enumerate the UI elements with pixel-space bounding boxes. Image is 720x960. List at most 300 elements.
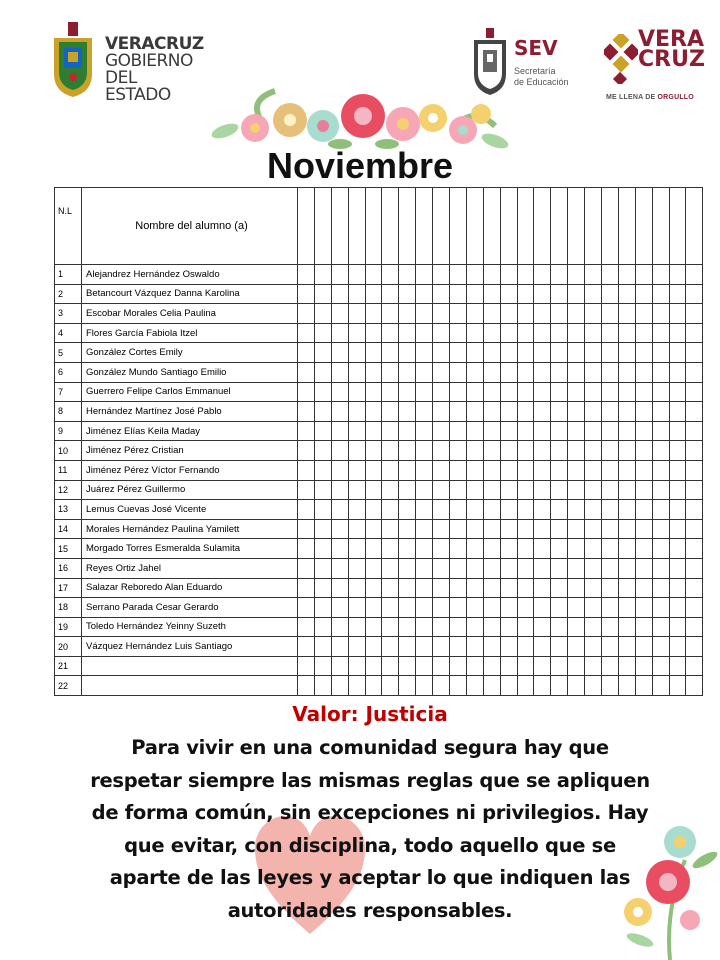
attendance-cell: [399, 284, 416, 304]
attendance-cell: [669, 676, 686, 696]
attendance-cell: [568, 558, 585, 578]
student-name: Hernández Martínez José Pablo: [82, 402, 298, 422]
attendance-cell: [416, 676, 433, 696]
attendance-cell: [618, 637, 635, 657]
header-blank-cell: [669, 188, 686, 265]
attendance-cell: [500, 598, 517, 618]
attendance-cell: [433, 441, 450, 461]
attendance-cell: [652, 558, 669, 578]
attendance-cell: [669, 539, 686, 559]
attendance-cell: [331, 284, 348, 304]
attendance-cell: [399, 421, 416, 441]
header-blank-cell: [568, 188, 585, 265]
attendance-cell: [483, 441, 500, 461]
attendance-cell: [416, 343, 433, 363]
attendance-cell: [534, 578, 551, 598]
attendance-cell: [517, 480, 534, 500]
row-number: 16: [55, 558, 82, 578]
table-row: [55, 480, 703, 500]
attendance-cell: [382, 637, 399, 657]
attendance-cell: [602, 382, 619, 402]
header-blank-cell: [348, 188, 365, 265]
attendance-cell: [399, 656, 416, 676]
attendance-cell: [534, 402, 551, 422]
attendance-cell: [399, 558, 416, 578]
attendance-cell: [568, 265, 585, 285]
attendance-cell: [500, 441, 517, 461]
attendance-cell: [365, 578, 382, 598]
attendance-cell: [517, 598, 534, 618]
attendance-cell: [416, 500, 433, 520]
attendance-cell: [635, 500, 652, 520]
sev-line-1: Secretaría: [514, 66, 556, 76]
attendance-cell: [602, 284, 619, 304]
table-row: [55, 304, 703, 324]
attendance-cell: [635, 460, 652, 480]
attendance-cell: [618, 676, 635, 696]
attendance-cell: [686, 578, 703, 598]
attendance-cell: [517, 558, 534, 578]
attendance-cell: [399, 500, 416, 520]
row-number: 3: [55, 304, 82, 324]
attendance-cell: [450, 343, 467, 363]
attendance-cell: [399, 578, 416, 598]
attendance-cell: [551, 539, 568, 559]
attendance-cell: [433, 460, 450, 480]
attendance-cell: [534, 441, 551, 461]
attendance-cell: [433, 519, 450, 539]
attendance-cell: [686, 617, 703, 637]
attendance-cell: [686, 539, 703, 559]
attendance-cell: [382, 362, 399, 382]
student-name: Escobar Morales Celia Paulina: [82, 304, 298, 324]
attendance-cell: [568, 539, 585, 559]
attendance-cell: [500, 304, 517, 324]
header-blank-cell: [618, 188, 635, 265]
attendance-cell: [433, 539, 450, 559]
row-number: 5: [55, 343, 82, 363]
attendance-cell: [551, 460, 568, 480]
attendance-cell: [669, 656, 686, 676]
attendance-cell: [331, 421, 348, 441]
attendance-cell: [365, 480, 382, 500]
attendance-cell: [568, 304, 585, 324]
attendance-cell: [500, 480, 517, 500]
attendance-cell: [331, 519, 348, 539]
attendance-cell: [348, 558, 365, 578]
attendance-cell: [602, 343, 619, 363]
attendance-cell: [298, 402, 315, 422]
attendance-cell: [635, 362, 652, 382]
attendance-cell: [551, 480, 568, 500]
attendance-cell: [365, 500, 382, 520]
header-blank-cell: [500, 188, 517, 265]
row-number: 8: [55, 402, 82, 422]
attendance-cell: [551, 519, 568, 539]
attendance-cell: [450, 421, 467, 441]
attendance-cell: [652, 343, 669, 363]
attendance-cell: [331, 676, 348, 696]
attendance-cell: [331, 441, 348, 461]
attendance-cell: [298, 460, 315, 480]
attendance-cell: [534, 519, 551, 539]
attendance-cell: [450, 578, 467, 598]
attendance-cell: [314, 558, 331, 578]
attendance-cell: [568, 578, 585, 598]
student-name: Lemus Cuevas José Vicente: [82, 500, 298, 520]
attendance-cell: [314, 656, 331, 676]
attendance-cell: [652, 265, 669, 285]
attendance-cell: [331, 500, 348, 520]
attendance-cell: [534, 265, 551, 285]
attendance-cell: [618, 402, 635, 422]
attendance-cell: [314, 598, 331, 618]
attendance-cell: [348, 500, 365, 520]
row-number: 15: [55, 539, 82, 559]
attendance-cell: [382, 382, 399, 402]
attendance-cell: [517, 519, 534, 539]
attendance-cell: [618, 362, 635, 382]
attendance-cell: [635, 421, 652, 441]
attendance-cell: [365, 402, 382, 422]
attendance-cell: [365, 265, 382, 285]
attendance-cell: [652, 362, 669, 382]
table-row: [55, 519, 703, 539]
attendance-cell: [416, 617, 433, 637]
attendance-cell: [585, 460, 602, 480]
attendance-cell: [500, 362, 517, 382]
table-header-row: [55, 188, 703, 265]
attendance-cell: [568, 598, 585, 618]
header-blank-cell: [483, 188, 500, 265]
attendance-cell: [450, 382, 467, 402]
header-blank-cell: [686, 188, 703, 265]
attendance-cell: [298, 558, 315, 578]
attendance-cell: [399, 323, 416, 343]
attendance-cell: [534, 460, 551, 480]
attendance-cell: [635, 323, 652, 343]
student-name: Jiménez Pérez Víctor Fernando: [82, 460, 298, 480]
attendance-cell: [483, 265, 500, 285]
attendance-cell: [433, 637, 450, 657]
attendance-cell: [365, 656, 382, 676]
attendance-cell: [568, 323, 585, 343]
attendance-cell: [365, 343, 382, 363]
attendance-cell: [517, 656, 534, 676]
attendance-cell: [382, 402, 399, 422]
table-row: [55, 617, 703, 637]
attendance-cell: [669, 362, 686, 382]
gobierno-veracruz-logo: [50, 22, 204, 105]
attendance-cell: [686, 656, 703, 676]
attendance-cell: [416, 382, 433, 402]
student-name: Betancourt Vázquez Danna Karolina: [82, 284, 298, 304]
attendance-cell: [365, 421, 382, 441]
attendance-cell: [433, 323, 450, 343]
attendance-cell: [331, 656, 348, 676]
attendance-cell: [466, 656, 483, 676]
attendance-cell: [399, 598, 416, 618]
attendance-table: [54, 187, 703, 696]
attendance-cell: [635, 343, 652, 363]
header-blank-cell: [534, 188, 551, 265]
attendance-cell: [551, 382, 568, 402]
attendance-cell: [416, 637, 433, 657]
attendance-cell: [635, 265, 652, 285]
attendance-cell: [314, 362, 331, 382]
attendance-cell: [652, 382, 669, 402]
attendance-cell: [585, 382, 602, 402]
attendance-cell: [399, 637, 416, 657]
attendance-cell: [433, 558, 450, 578]
attendance-cell: [500, 617, 517, 637]
attendance-cell: [686, 382, 703, 402]
attendance-cell: [399, 519, 416, 539]
attendance-cell: [635, 402, 652, 422]
attendance-cell: [466, 362, 483, 382]
attendance-cell: [652, 519, 669, 539]
attendance-cell: [652, 578, 669, 598]
attendance-cell: [348, 578, 365, 598]
attendance-cell: [466, 578, 483, 598]
attendance-cell: [365, 676, 382, 696]
attendance-cell: [585, 598, 602, 618]
attendance-cell: [585, 343, 602, 363]
attendance-cell: [669, 598, 686, 618]
attendance-cell: [365, 284, 382, 304]
attendance-cell: [298, 323, 315, 343]
attendance-cell: [450, 441, 467, 461]
attendance-cell: [399, 343, 416, 363]
attendance-cell: [483, 578, 500, 598]
attendance-cell: [433, 402, 450, 422]
attendance-cell: [450, 500, 467, 520]
attendance-cell: [399, 539, 416, 559]
attendance-cell: [517, 284, 534, 304]
value-description: Para vivir en una comunidad segura hay que respetar siempre las mismas reglas que se apliquen de forma común, sin excepciones ni privilegios. Hay que evitar, con disciplina, todo aquello que se aparte de las leyes y aceptar lo que indiquen las autoridades responsables.: [90, 736, 650, 922]
attendance-cell: [500, 558, 517, 578]
attendance-cell: [551, 265, 568, 285]
attendance-cell: [669, 343, 686, 363]
attendance-cell: [466, 460, 483, 480]
veracruz-line-1: VERA: [638, 27, 705, 52]
attendance-cell: [551, 558, 568, 578]
attendance-cell: [314, 284, 331, 304]
attendance-cell: [466, 558, 483, 578]
veracruz-line-2: CRUZ: [638, 47, 705, 72]
attendance-cell: [585, 265, 602, 285]
attendance-cell: [483, 402, 500, 422]
attendance-cell: [602, 402, 619, 422]
header-blank-cell: [416, 188, 433, 265]
veracruz-shield-icon: [50, 22, 96, 98]
attendance-cell: [618, 519, 635, 539]
student-name: Morgado Torres Esmeralda Sulamita: [82, 539, 298, 559]
attendance-cell: [348, 421, 365, 441]
attendance-cell: [618, 460, 635, 480]
attendance-cell: [416, 578, 433, 598]
student-name: Reyes Ortiz Jahel: [82, 558, 298, 578]
attendance-cell: [450, 284, 467, 304]
attendance-cell: [669, 441, 686, 461]
attendance-cell: [298, 656, 315, 676]
attendance-cell: [331, 598, 348, 618]
attendance-cell: [500, 539, 517, 559]
attendance-cell: [669, 578, 686, 598]
attendance-cell: [669, 265, 686, 285]
attendance-cell: [585, 500, 602, 520]
attendance-cell: [382, 500, 399, 520]
attendance-cell: [669, 304, 686, 324]
attendance-cell: [298, 539, 315, 559]
attendance-cell: [314, 441, 331, 461]
gobierno-line-3: DEL ESTADO: [105, 68, 171, 105]
row-number: 21: [55, 656, 82, 676]
attendance-cell: [331, 362, 348, 382]
attendance-cell: [669, 637, 686, 657]
attendance-cell: [500, 402, 517, 422]
attendance-cell: [534, 480, 551, 500]
attendance-cell: [500, 500, 517, 520]
attendance-cell: [652, 539, 669, 559]
attendance-cell: [602, 421, 619, 441]
attendance-cell: [331, 539, 348, 559]
attendance-cell: [365, 441, 382, 461]
attendance-cell: [416, 441, 433, 461]
attendance-cell: [602, 637, 619, 657]
attendance-cell: [635, 598, 652, 618]
table-row: [55, 265, 703, 285]
attendance-cell: [618, 265, 635, 285]
attendance-cell: [635, 539, 652, 559]
attendance-cell: [466, 500, 483, 520]
attendance-cell: [298, 676, 315, 696]
attendance-cell: [382, 539, 399, 559]
attendance-cell: [669, 284, 686, 304]
header-blank-cell: [433, 188, 450, 265]
attendance-cell: [450, 362, 467, 382]
attendance-cell: [314, 617, 331, 637]
table-row: [55, 421, 703, 441]
header-blank-cell: [551, 188, 568, 265]
attendance-cell: [534, 656, 551, 676]
attendance-cell: [433, 500, 450, 520]
attendance-cell: [365, 637, 382, 657]
attendance-cell: [652, 656, 669, 676]
attendance-cell: [517, 265, 534, 285]
attendance-cell: [602, 362, 619, 382]
table-row: [55, 460, 703, 480]
attendance-cell: [686, 500, 703, 520]
attendance-cell: [433, 265, 450, 285]
attendance-cell: [686, 284, 703, 304]
attendance-cell: [618, 304, 635, 324]
table-row: [55, 598, 703, 618]
table-row: [55, 676, 703, 696]
table-row: [55, 539, 703, 559]
attendance-cell: [635, 480, 652, 500]
attendance-cell: [382, 323, 399, 343]
row-number: 10: [55, 441, 82, 461]
table-row: [55, 558, 703, 578]
attendance-cell: [602, 598, 619, 618]
attendance-cell: [635, 578, 652, 598]
attendance-cell: [450, 656, 467, 676]
gobierno-line-1: VERACRUZ: [105, 34, 204, 54]
attendance-cell: [551, 617, 568, 637]
attendance-cell: [298, 343, 315, 363]
attendance-cell: [483, 558, 500, 578]
attendance-cell: [416, 539, 433, 559]
row-number: 13: [55, 500, 82, 520]
table-row: [55, 284, 703, 304]
attendance-cell: [483, 362, 500, 382]
header-blank-cell: [602, 188, 619, 265]
attendance-cell: [500, 284, 517, 304]
attendance-cell: [466, 441, 483, 461]
attendance-cell: [416, 480, 433, 500]
attendance-cell: [551, 676, 568, 696]
attendance-cell: [652, 500, 669, 520]
attendance-cell: [433, 382, 450, 402]
attendance-cell: [331, 265, 348, 285]
row-number: 18: [55, 598, 82, 618]
attendance-cell: [348, 402, 365, 422]
attendance-cell: [314, 265, 331, 285]
attendance-cell: [298, 617, 315, 637]
attendance-cell: [483, 421, 500, 441]
student-name: González Cortes Emily: [82, 343, 298, 363]
header-blank-cell: [314, 188, 331, 265]
attendance-cell: [382, 578, 399, 598]
row-number: 17: [55, 578, 82, 598]
attendance-cell: [314, 500, 331, 520]
attendance-cell: [568, 637, 585, 657]
attendance-cell: [298, 637, 315, 657]
attendance-cell: [466, 402, 483, 422]
attendance-cell: [365, 617, 382, 637]
attendance-cell: [466, 598, 483, 618]
attendance-cell: [551, 578, 568, 598]
attendance-cell: [568, 284, 585, 304]
header-blank-cell: [331, 188, 348, 265]
attendance-cell: [483, 656, 500, 676]
table-row: [55, 323, 703, 343]
attendance-cell: [669, 480, 686, 500]
attendance-cell: [382, 304, 399, 324]
attendance-cell: [466, 265, 483, 285]
attendance-cell: [399, 441, 416, 461]
attendance-cell: [669, 500, 686, 520]
attendance-cell: [618, 382, 635, 402]
attendance-cell: [331, 402, 348, 422]
attendance-cell: [500, 323, 517, 343]
attendance-cell: [568, 441, 585, 461]
attendance-cell: [517, 362, 534, 382]
attendance-cell: [602, 304, 619, 324]
attendance-cell: [534, 382, 551, 402]
attendance-cell: [686, 519, 703, 539]
attendance-cell: [416, 362, 433, 382]
table-row: [55, 402, 703, 422]
attendance-cell: [534, 676, 551, 696]
attendance-cell: [500, 637, 517, 657]
attendance-cell: [635, 519, 652, 539]
attendance-cell: [618, 343, 635, 363]
attendance-cell: [348, 676, 365, 696]
attendance-cell: [348, 304, 365, 324]
attendance-cell: [500, 421, 517, 441]
